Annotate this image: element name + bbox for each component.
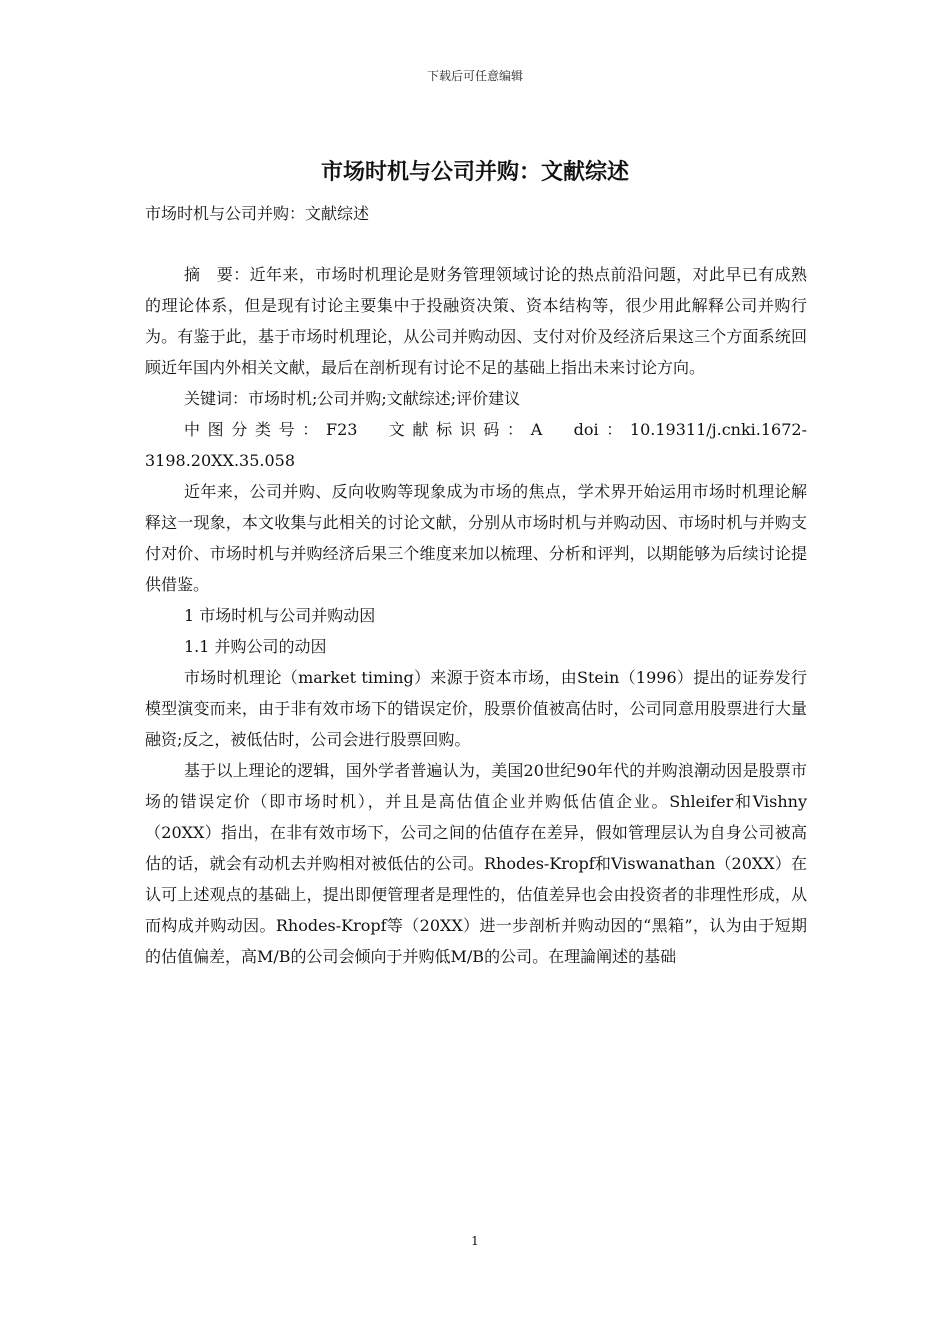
document-body bbox=[145, 198, 807, 972]
page-number: 1 bbox=[471, 1234, 479, 1248]
page-header-note: 下载后可任意编辑 bbox=[426, 69, 523, 83]
document-subtitle: 市场时机与公司并购：文献综述 bbox=[145, 204, 370, 223]
section-1-heading: 1 市场时机与公司并购动因 bbox=[184, 606, 376, 625]
keywords-line: 关键词：市场时机;公司并购;文献综述;评价建议 bbox=[184, 389, 521, 408]
section-1-1-heading: 1.1 并购公司的动因 bbox=[184, 637, 327, 656]
body-paragraph-1: 市场时机理论（market timing）来源于资本市场，由Stein（1996）提出的证券发行模型演变而来，由于非有效市场下的错误定价，股票价值被高估时，公司同意用股票进行大量融资;反之，被低估时，公司会进行股票回购。 bbox=[145, 668, 807, 749]
intro-paragraph: 近年来，公司并购、反向收购等现象成为市场的焦点，学术界开始运用市场时机理论解释这一现象，本文收集与此相关的讨论文献，分别从市场时机与并购动因、市场时机与并购支付对价、市场时机与并购经济后果三个维度来加以梳理、分析和评判，以期能够为后续讨论提供借鉴。 bbox=[145, 482, 807, 594]
abstract-paragraph: 摘 要：近年来，市场时机理论是财务管理领域讨论的热点前沿问题，对此早已有成熟的理论体系，但是现有讨论主要集中于投融资决策、资本结构等，很少用此解释公司并购行为。有鉴于此，基于市场时机理论，从公司并购动因、支付对价及经济后果这三个方面系统回顾近年国内外相关文献，最后在剖析现有讨论不足的基础上指出未来讨论方向。 bbox=[145, 265, 807, 377]
body-paragraph-2: 基于以上理论的逻辑，国外学者普遍认为，美国20世纪90年代的并购浪潮动因是股票市场的错误定价（即市场时机），并且是高估值企业并购低估值企业。Shleifer和Vishny（20XX）指出，在非有效市场下，公司之间的估值存在差异，假如管理层认为自身公司被高估的话，就会有动机去并购相对被低估的公司。Rhodes-Kropf和Viswanathan（20XX）在认可上述观点的基础上，提出即便管理者是理性的，估值差异也会由投资者的非理性形成，从而构成并购动因。Rhodes-Kropf等（20XX）进一步剖析并购动因的“黑箱”，认为由于短期的估值偏差，高M/B的公司会倾向于并购低M/B的公司。在理論阐述的基础 bbox=[145, 761, 807, 966]
document-title: 市场时机与公司并购：文献综述 bbox=[320, 160, 629, 185]
classification-line: 中图分类号：F23 文献标识码：A doi：10.19311/j.cnki.1672-3198.20XX.35.058 bbox=[145, 420, 807, 470]
